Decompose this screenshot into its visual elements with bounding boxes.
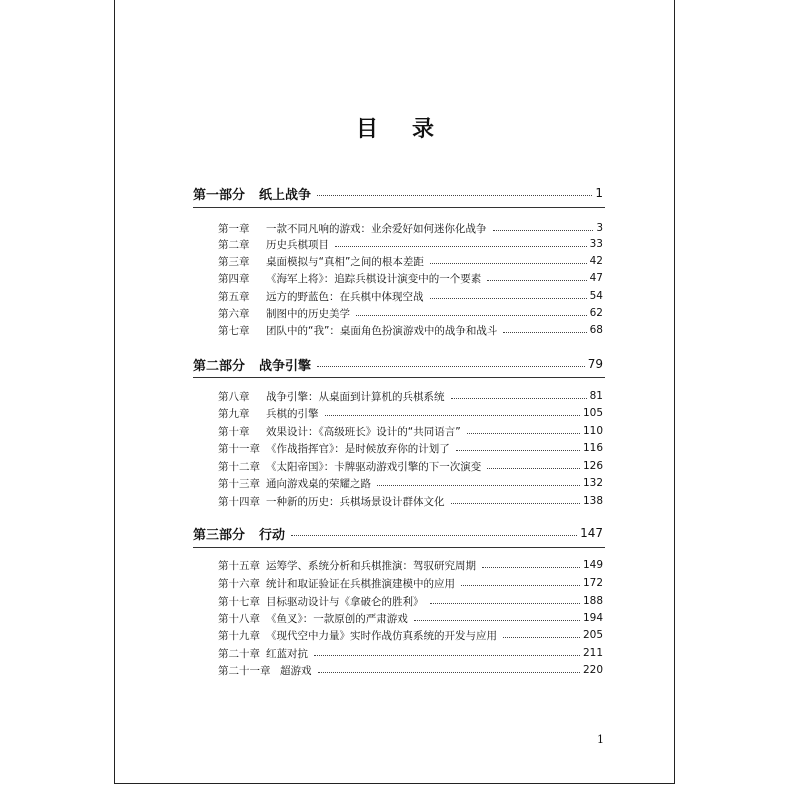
chapter-page: 3	[596, 222, 603, 234]
chapter-page: 47	[589, 272, 603, 284]
leader-dots	[451, 503, 580, 504]
leader-dots	[314, 655, 580, 656]
leader-dots	[451, 398, 587, 399]
chapter-page: 105	[582, 407, 603, 419]
leader-dots	[456, 450, 580, 451]
chapter-label: 第九章	[218, 407, 250, 420]
toc-chapter[interactable]	[218, 405, 603, 421]
toc-chapter[interactable]	[218, 662, 603, 678]
toc-chapter[interactable]	[218, 557, 603, 573]
chapter-label: 第十二章	[218, 460, 260, 473]
part-label: 第三部分	[193, 527, 246, 543]
toc-chapter[interactable]	[218, 458, 603, 474]
chapter-label: 第十九章	[218, 629, 260, 642]
toc-chapter[interactable]	[218, 645, 603, 661]
chapter-title: 兵棋的引擎	[266, 407, 319, 420]
chapter-title: 历史兵棋项目	[266, 238, 329, 251]
toc-part-1[interactable]	[193, 184, 603, 202]
part-label: 第二部分	[193, 358, 246, 374]
title-char-2: 录	[412, 116, 435, 142]
part-page: 79	[587, 357, 603, 371]
chapter-label: 第二十章	[218, 647, 260, 660]
chapter-label: 第十七章	[218, 595, 260, 608]
leader-dots	[467, 433, 580, 434]
chapter-page: 116	[582, 442, 603, 454]
chapter-page: 62	[589, 307, 603, 319]
chapter-title: 远方的野蓝色：在兵棋中体现空战	[266, 290, 424, 303]
chapter-label: 第六章	[218, 307, 250, 320]
page-number: 1	[597, 733, 604, 746]
toc-chapter[interactable]	[218, 593, 603, 609]
leader-dots	[487, 468, 580, 469]
chapter-title: 战争引擎：从桌面到计算机的兵棋系统	[266, 390, 445, 403]
leader-dots	[503, 637, 580, 638]
part-title: 纸上战争	[259, 187, 312, 203]
leader-dots	[461, 585, 580, 586]
chapter-label: 第一章	[218, 222, 250, 235]
leader-dots	[430, 298, 587, 299]
toc-chapter[interactable]	[218, 610, 603, 626]
chapter-title: 《现代空中力量》实时作战仿真系统的开发与应用	[266, 629, 497, 642]
page-title	[356, 112, 434, 143]
chapter-label: 第三章	[218, 255, 250, 268]
chapter-title: 一款不同凡响的游戏：业余爱好如何迷你化战争	[266, 222, 487, 235]
leader-dots	[503, 332, 586, 333]
chapter-title: 《鱼叉》：一款原创的严肃游戏	[266, 612, 408, 625]
chapter-title: 统计和取证验证在兵棋推演建模中的应用	[266, 577, 455, 590]
chapter-title: 一种新的历史：兵棋场景设计群体文化	[266, 495, 445, 508]
leader-dots	[487, 280, 586, 281]
chapter-label: 第八章	[218, 390, 250, 403]
chapter-page: 42	[589, 255, 603, 267]
chapter-label: 第二十一章	[218, 664, 271, 677]
chapter-title: 效果设计：《高级班长》设计的“共同语言”	[266, 425, 461, 438]
leader-dots	[430, 603, 580, 604]
toc-chapter[interactable]	[218, 236, 603, 252]
chapter-label: 第十八章	[218, 612, 260, 625]
toc-part-2[interactable]	[193, 355, 603, 373]
chapter-title: 目标驱动设计与《拿破仑的胜利》	[266, 595, 424, 608]
part-rule	[193, 377, 605, 378]
chapter-page: 194	[582, 612, 603, 624]
toc-chapter[interactable]	[218, 253, 603, 269]
chapter-title: 运筹学、系统分析和兵棋推演：驾驭研究周期	[266, 559, 476, 572]
chapter-label: 第十章	[218, 425, 250, 438]
part-rule	[193, 207, 605, 208]
chapter-page: 54	[589, 290, 603, 302]
part-page: 147	[580, 526, 603, 540]
chapter-title: 《作战指挥官》：是时候放弃你的计划了	[266, 442, 450, 455]
toc-chapter[interactable]	[218, 440, 603, 456]
leader-dots	[318, 672, 580, 673]
leader-dots	[414, 620, 580, 621]
leader-dots	[317, 366, 585, 367]
toc-chapter[interactable]	[218, 388, 603, 404]
part-title: 行动	[259, 527, 286, 543]
leader-dots	[291, 535, 577, 536]
toc-chapter[interactable]	[218, 423, 603, 439]
chapter-page: 188	[582, 595, 603, 607]
chapter-page: 110	[582, 425, 603, 437]
chapter-page: 126	[582, 460, 603, 472]
leader-dots	[356, 315, 587, 316]
chapter-label: 第十四章	[218, 495, 260, 508]
chapter-page: 149	[582, 559, 603, 571]
chapter-title: 超游戏	[280, 664, 312, 677]
leader-dots	[482, 567, 580, 568]
chapter-label: 第十六章	[218, 577, 260, 590]
chapter-label: 第十三章	[218, 477, 260, 490]
toc-chapter[interactable]	[218, 305, 603, 321]
chapter-page: 132	[582, 477, 603, 489]
chapter-title: 《太阳帝国》：卡牌驱动游戏引擎的下一次演变	[266, 460, 482, 473]
toc-chapter[interactable]	[218, 575, 603, 591]
toc-chapter[interactable]	[218, 322, 603, 338]
chapter-title: 制图中的历史美学	[266, 307, 350, 320]
title-char-1: 目	[356, 116, 379, 142]
leader-dots	[493, 230, 594, 231]
chapter-label: 第四章	[218, 272, 250, 285]
chapter-title: 桌面模拟与“真相”之间的根本差距	[266, 255, 424, 268]
leader-dots	[325, 415, 580, 416]
chapter-page: 205	[582, 629, 603, 641]
chapter-page: 68	[589, 324, 603, 336]
chapter-title: 《海军上将》：追踪兵棋设计演变中的一个要素	[266, 272, 482, 285]
chapter-page: 220	[582, 664, 603, 676]
chapter-title: 红蓝对抗	[266, 647, 308, 660]
chapter-page: 33	[589, 238, 603, 250]
leader-dots	[335, 246, 587, 247]
part-page: 1	[595, 186, 603, 200]
chapter-page: 172	[582, 577, 603, 589]
toc-chapter[interactable]	[218, 270, 603, 286]
toc-chapter[interactable]	[218, 493, 603, 509]
part-title: 战争引擎	[259, 358, 312, 374]
chapter-label: 第十五章	[218, 559, 260, 572]
toc-chapter[interactable]	[218, 627, 603, 643]
part-label: 第一部分	[193, 187, 246, 203]
chapter-title: 团队中的“我”：桌面角色扮演游戏中的战争和战斗	[266, 324, 498, 337]
toc-chapter[interactable]	[218, 475, 603, 491]
leader-dots	[377, 485, 580, 486]
chapter-page: 211	[582, 647, 603, 659]
toc-chapter[interactable]	[218, 288, 603, 304]
leader-dots	[430, 263, 587, 264]
chapter-label: 第十一章	[218, 442, 260, 455]
toc-part-3[interactable]	[193, 524, 603, 542]
leader-dots	[317, 195, 592, 196]
chapter-label: 第七章	[218, 324, 250, 337]
chapter-title: 通向游戏桌的荣耀之路	[266, 477, 371, 490]
chapter-label: 第二章	[218, 238, 250, 251]
chapter-page: 138	[582, 495, 603, 507]
chapter-label: 第五章	[218, 290, 250, 303]
chapter-page: 81	[589, 390, 603, 402]
part-rule	[193, 547, 605, 548]
toc-chapter[interactable]	[218, 220, 603, 236]
